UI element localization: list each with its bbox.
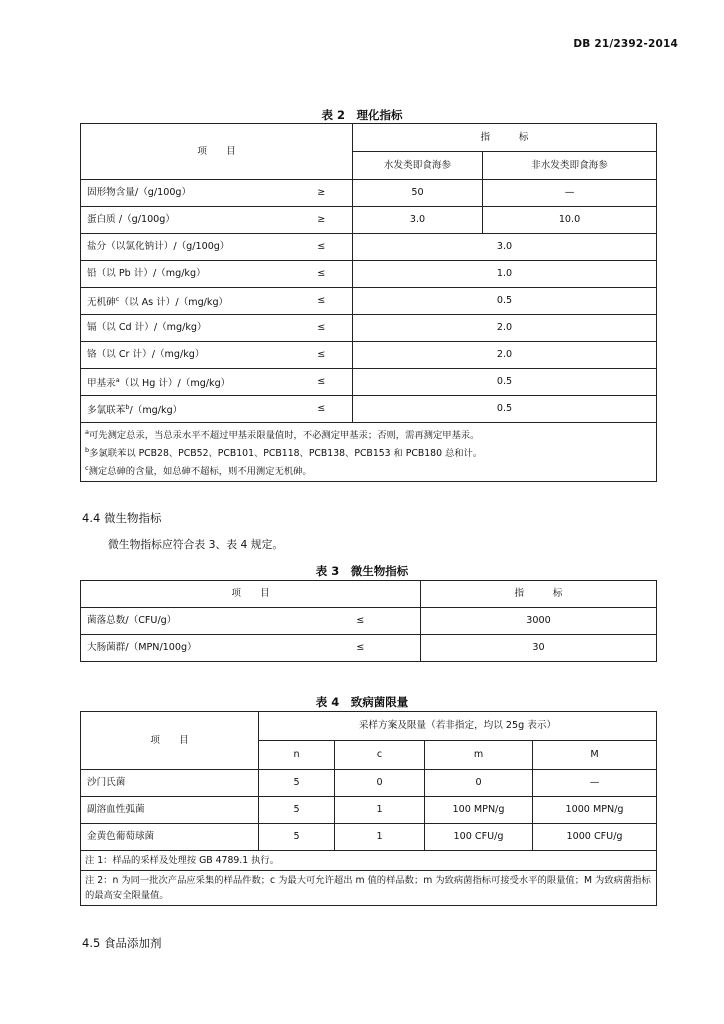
row-item: 镉（以 Cd 计）/（mg/kg） xyxy=(81,315,291,342)
row-item-text: 多氯联苯 xyxy=(87,405,126,416)
row-item: 金黄色葡萄球菌 xyxy=(81,824,259,851)
row-item xyxy=(81,369,291,396)
footnote-text: 测定总砷的含量，如总砷不超标，则不用测定无机砷。 xyxy=(88,466,312,477)
table4 xyxy=(80,711,657,906)
table2-caption: 表 2 理化指标 xyxy=(321,108,403,122)
footnote xyxy=(85,461,652,479)
table2-subheader-unsoaked: 非水发类即食海参 xyxy=(483,152,657,180)
footnote-text: 多氯联苯以 PCB28、PCB52、PCB101、PCB118、PCB138、PCB153 和 PCB180 总和计。 xyxy=(89,448,483,459)
row-item-text: 无机砷 xyxy=(87,297,116,308)
footnote xyxy=(85,425,652,443)
row-value: 50 xyxy=(353,180,483,207)
footnote-marker: b xyxy=(125,403,130,411)
table-row xyxy=(81,369,657,396)
table3-caption: 表 3 微生物指标 xyxy=(315,564,409,578)
table4-header-plan: 采样方案及限量（若非指定，均以 25g 表示） xyxy=(259,712,657,741)
row-item-text: （以 As 计）/（mg/kg） xyxy=(119,297,229,308)
row-value: 0.5 xyxy=(353,288,657,315)
table2-subheader-soaked: 水发类即食海参 xyxy=(353,152,483,180)
row-value: 3.0 xyxy=(353,234,657,261)
table-row xyxy=(81,770,657,797)
row-item xyxy=(81,396,291,423)
row-value: — xyxy=(533,770,657,797)
row-value: 3000 xyxy=(421,608,657,635)
table4-note-2: 注 2：n 为同一批次产品应采集的样品件数；c 为最大可允许超出 m 值的样品数；m 为致病菌指标可接受水平的限量值；M 为致病菌指标的最高安全限量值。 xyxy=(81,871,657,906)
row-value: 100 CFU/g xyxy=(425,824,533,851)
row-item: 沙门氏菌 xyxy=(81,770,259,797)
row-sign: ≤ xyxy=(291,315,353,342)
table-row xyxy=(81,635,657,662)
table-row xyxy=(81,234,657,261)
table3 xyxy=(80,580,657,662)
footnote xyxy=(85,443,652,461)
row-item: 蛋白质 /（g/100g） xyxy=(81,207,291,234)
table-row xyxy=(81,396,657,423)
row-item-text: （以 Hg 计）/（mg/kg） xyxy=(119,378,231,389)
table4-caption: 表 4 致病菌限量 xyxy=(315,695,409,709)
row-value: 1 xyxy=(335,797,425,824)
table-row xyxy=(81,207,657,234)
row-value: 5 xyxy=(259,770,335,797)
row-item-text: 甲基汞 xyxy=(87,378,116,389)
row-value: 2.0 xyxy=(353,342,657,369)
document-number: DB 21/2392-2014 xyxy=(573,38,678,50)
row-sign: ≤ xyxy=(301,608,421,635)
table4-header-item: 项 目 xyxy=(81,712,259,770)
row-sign: ≥ xyxy=(291,207,353,234)
section-4-4-paragraph: 微生物指标应符合表 3、表 4 规定。 xyxy=(108,538,284,551)
row-item: 盐分（以氯化钠计）/（g/100g） xyxy=(81,234,291,261)
table4-subheader-n: n xyxy=(259,741,335,770)
row-value: 2.0 xyxy=(353,315,657,342)
row-value: 1000 MPN/g xyxy=(533,797,657,824)
footnote-text: 可先测定总汞，当总汞水平不超过甲基汞限量值时，不必测定甲基汞；否则，需再测定甲基汞。 xyxy=(88,430,480,441)
row-value: 3.0 xyxy=(353,207,483,234)
table-row xyxy=(81,261,657,288)
table4-note-1: 注 1：样品的采样及处理按 GB 4789.1 执行。 xyxy=(81,851,657,871)
table-row xyxy=(81,180,657,207)
row-value: 5 xyxy=(259,797,335,824)
footnote-marker: c xyxy=(115,295,120,303)
row-item: 大肠菌群/（MPN/100g） xyxy=(81,635,301,662)
row-sign: ≤ xyxy=(291,234,353,261)
row-item xyxy=(81,288,291,315)
row-value: 30 xyxy=(421,635,657,662)
row-value: 1.0 xyxy=(353,261,657,288)
row-item: 铅（以 Pb 计）/（mg/kg） xyxy=(81,261,291,288)
row-sign: ≤ xyxy=(291,396,353,423)
footnote-marker: a xyxy=(85,428,89,436)
row-value: — xyxy=(483,180,657,207)
table-row xyxy=(81,608,657,635)
footnote-marker: a xyxy=(115,376,120,384)
row-value: 1000 CFU/g xyxy=(533,824,657,851)
table2-header-indicator: 指 标 xyxy=(353,124,657,152)
footnote-marker: c xyxy=(85,464,89,472)
table3-header-item: 项 目 xyxy=(81,581,421,608)
row-value: 0.5 xyxy=(353,369,657,396)
table2-header-item: 项 目 xyxy=(81,124,353,180)
row-value: 100 MPN/g xyxy=(425,797,533,824)
row-value: 0.5 xyxy=(353,396,657,423)
table4-subheader-c: c xyxy=(335,741,425,770)
table3-header-indicator: 指 标 xyxy=(421,581,657,608)
row-sign: ≤ xyxy=(291,342,353,369)
row-value: 0 xyxy=(335,770,425,797)
row-item: 固形物含量/（g/100g） xyxy=(81,180,291,207)
row-item-text: /（mg/kg） xyxy=(129,405,183,416)
row-sign: ≥ xyxy=(291,180,353,207)
footnote-marker: b xyxy=(85,446,90,454)
row-value: 1 xyxy=(335,824,425,851)
table4-subheader-m: m xyxy=(425,741,533,770)
row-item: 铬（以 Cr 计）/（mg/kg） xyxy=(81,342,291,369)
row-sign: ≤ xyxy=(301,635,421,662)
section-heading-4-4: 4.4 微生物指标 xyxy=(82,511,162,525)
table4-subheader-M: M xyxy=(533,741,657,770)
row-value: 10.0 xyxy=(483,207,657,234)
table-row xyxy=(81,824,657,851)
section-heading-4-5: 4.5 食品添加剂 xyxy=(82,936,162,950)
table-row xyxy=(81,315,657,342)
row-sign: ≤ xyxy=(291,261,353,288)
table2 xyxy=(80,123,657,482)
table-row xyxy=(81,288,657,315)
table-row xyxy=(81,342,657,369)
row-sign: ≤ xyxy=(291,369,353,396)
row-value: 0 xyxy=(425,770,533,797)
row-value: 5 xyxy=(259,824,335,851)
table-row xyxy=(81,797,657,824)
row-item: 副溶血性弧菌 xyxy=(81,797,259,824)
table2-notes xyxy=(81,423,657,482)
row-sign: ≤ xyxy=(291,288,353,315)
row-item: 菌落总数/（CFU/g） xyxy=(81,608,301,635)
